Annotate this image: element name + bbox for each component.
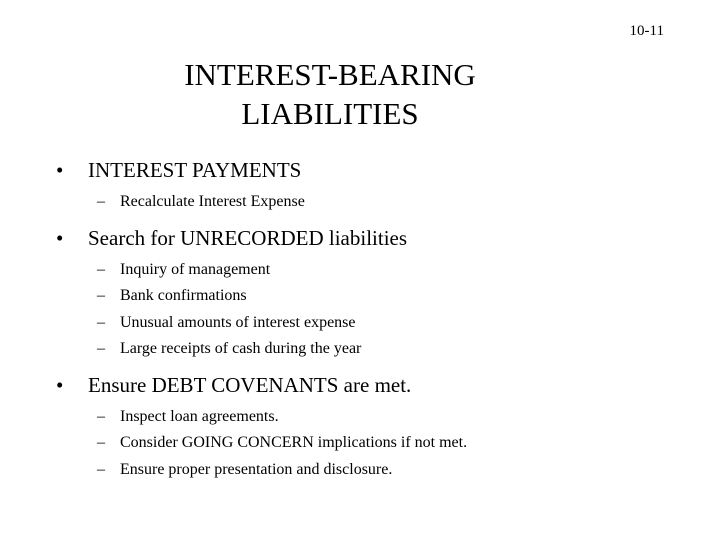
sub-item [0,310,720,337]
sub-item [0,283,720,310]
sub-item-label: Recalculate Interest Expense [120,193,305,210]
sub-item-label: Inquiry of management [120,260,271,278]
dash-icon: – [97,340,105,357]
bullet-icon: • [56,372,64,397]
bullet-heading: Search for UNRECORDED liabilities [88,225,408,250]
sub-list [0,404,720,484]
bullet-item [0,224,720,252]
sub-item [0,430,720,457]
dash-icon: – [97,193,105,210]
bullet-heading: INTEREST PAYMENTS [88,158,302,182]
sub-item [0,404,720,431]
dash-icon: – [97,407,105,425]
sub-item [0,189,720,216]
bullet-icon: • [56,225,64,250]
slide-number: 10-11 [629,23,664,39]
dash-icon: – [97,260,105,278]
title-line: LIABILITIES [241,96,419,131]
bullet-list [0,156,720,483]
sub-item-label: Unusual amounts of interest expense [120,313,356,331]
bullet-item [0,371,720,399]
bullet-item [0,156,720,184]
dash-icon: – [97,434,105,451]
sub-item-label: Large receipts of cash during the year [120,340,362,357]
sub-item [0,457,720,484]
dash-icon: – [97,313,105,331]
slide-title [0,55,660,133]
sub-list [0,257,720,363]
sub-item-label: Bank confirmations [120,287,247,304]
title-line: INTEREST-BEARING [184,57,476,92]
sub-item [0,257,720,284]
dash-icon: – [97,460,105,478]
dash-icon: – [97,287,105,304]
sub-list [0,189,720,216]
bullet-heading: Ensure DEBT COVENANTS are met. [88,372,412,397]
sub-item-label: Ensure proper presentation and disclosure. [120,460,393,478]
bullet-icon: • [56,158,64,182]
sub-item-label: Consider GOING CONCERN implications if not met. [120,434,468,451]
sub-item-label: Inspect loan agreements. [120,407,279,425]
sub-item [0,336,720,363]
